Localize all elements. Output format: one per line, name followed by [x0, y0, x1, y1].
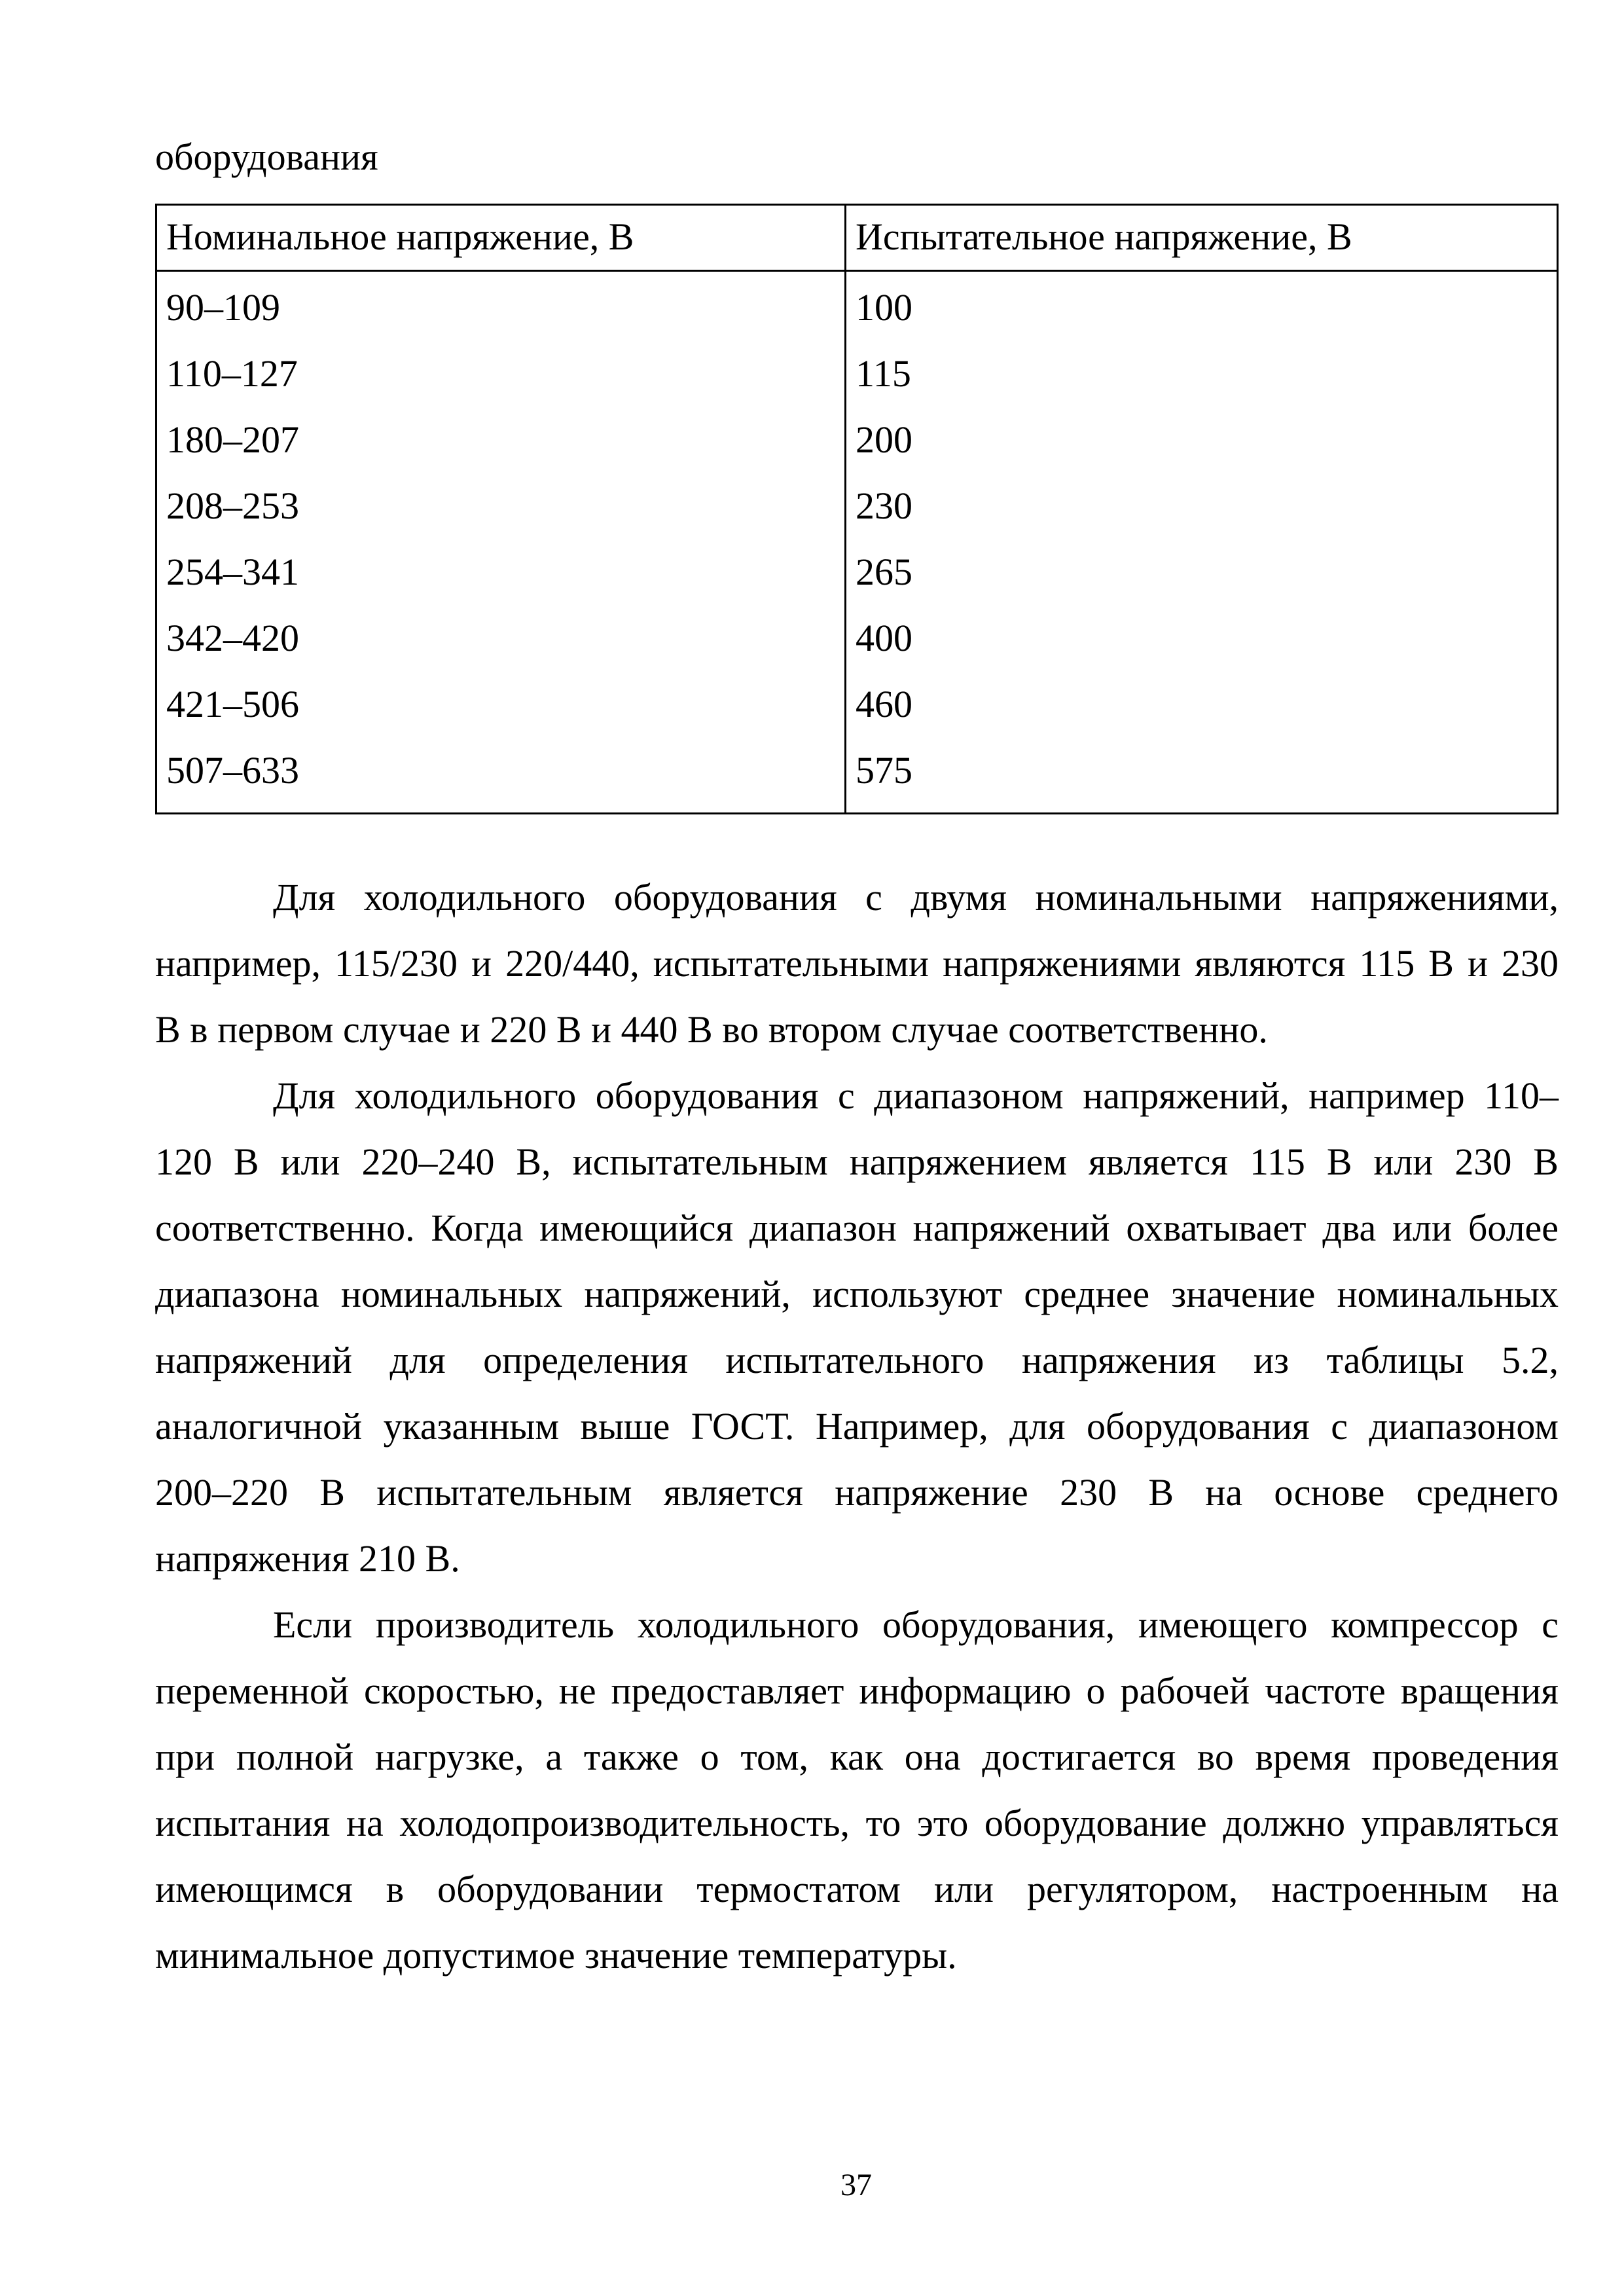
paragraph-line: Для холодильного оборудования с двумя номинальными напряжениями,	[273, 876, 1559, 919]
paragraph-line: напряжения 210 В.	[155, 1537, 460, 1580]
paragraph-line: испытания на холодопроизводительность, то это оборудование должно управляться	[155, 1802, 1559, 1844]
test-voltage-cell: 575	[846, 737, 1558, 814]
table-row	[156, 340, 1558, 407]
nominal-voltage-cell: 421–506	[156, 671, 846, 737]
paragraph-line: имеющимся в оборудовании термостатом или регулятором, настроенным на	[155, 1868, 1559, 1910]
table-row	[156, 407, 1558, 473]
nominal-voltage-cell: 254–341	[156, 539, 846, 605]
page-number: 37	[840, 2168, 872, 2202]
nominal-voltage-cell: 507–633	[156, 737, 846, 814]
table-caption: оборудования	[155, 136, 378, 178]
nominal-voltage-cell: 180–207	[156, 407, 846, 473]
table-row	[156, 671, 1558, 737]
paragraph-line: напряжений для определения испытательного напряжения из таблицы 5.2,	[155, 1339, 1559, 1381]
paragraph-line: при полной нагрузке, а также о том, как она достигается во время проведения	[155, 1736, 1559, 1778]
test-voltage-cell: 200	[846, 407, 1558, 473]
paragraph-line: минимальное допустимое значение температуры.	[155, 1934, 957, 1977]
paragraph-line: диапазона номинальных напряжений, используют среднее значение номинальных	[155, 1273, 1559, 1315]
table-header-row	[156, 205, 1558, 271]
test-voltage-cell: 100	[846, 271, 1558, 341]
test-voltage-cell: 460	[846, 671, 1558, 737]
paragraph-line: переменной скоростью, не предоставляет информацию о рабочей частоте вращения	[155, 1669, 1559, 1712]
body-text	[155, 864, 1559, 1988]
test-voltage-cell: 400	[846, 605, 1558, 671]
paragraph-line: 200–220 В испытательным является напряжение 230 В на основе среднего	[155, 1471, 1559, 1514]
table-row	[156, 605, 1558, 671]
test-voltage-cell: 230	[846, 473, 1558, 539]
header-nominal-voltage: Номинальное напряжение, В	[156, 205, 846, 271]
paragraph-line: соответственно. Когда имеющийся диапазон напряжений охватывает два или более	[155, 1207, 1559, 1249]
paragraph-line: Для холодильного оборудования с диапазоном напряжений, например 110–	[273, 1074, 1559, 1117]
header-test-voltage: Испытательное напряжение, В	[846, 205, 1558, 271]
test-voltage-cell: 265	[846, 539, 1558, 605]
table-row	[156, 271, 1558, 341]
test-voltage-cell: 115	[846, 340, 1558, 407]
paragraph	[155, 1063, 1559, 1592]
paragraph-line: например, 115/230 и 220/440, испытательными напряжениями являются 115 В и 230	[155, 942, 1559, 985]
paragraph	[155, 1592, 1559, 1988]
nominal-voltage-cell: 208–253	[156, 473, 846, 539]
paragraph-line: В в первом случае и 220 В и 440 В во втором случае соответственно.	[155, 1008, 1268, 1051]
voltage-table	[155, 204, 1559, 814]
paragraph-line: аналогичной указанным выше ГОСТ. Например, для оборудования с диапазоном	[155, 1405, 1559, 1448]
nominal-voltage-cell: 342–420	[156, 605, 846, 671]
paragraph-line: 120 В или 220–240 В, испытательным напряжением является 115 В или 230 В	[155, 1140, 1559, 1183]
nominal-voltage-cell: 110–127	[156, 340, 846, 407]
table-row	[156, 737, 1558, 814]
paragraph	[155, 864, 1559, 1063]
paragraph-line: Если производитель холодильного оборудования, имеющего компрессор с	[273, 1603, 1559, 1646]
nominal-voltage-cell: 90–109	[156, 271, 846, 341]
table-row	[156, 539, 1558, 605]
table-row	[156, 473, 1558, 539]
